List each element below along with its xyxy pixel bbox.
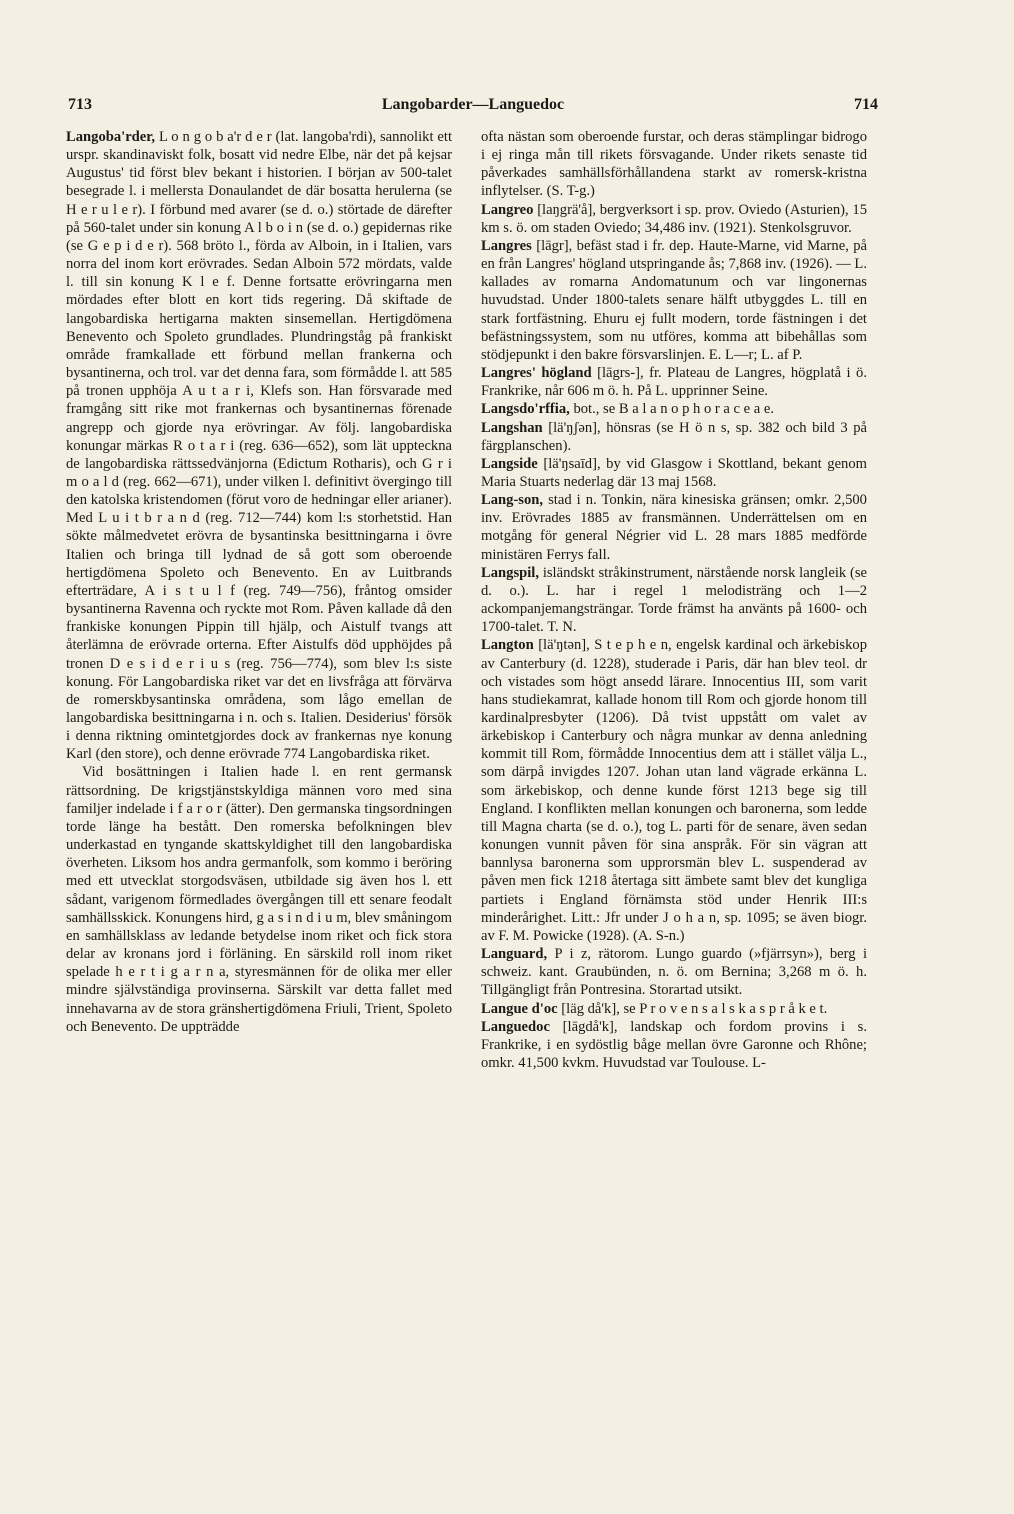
entry-body: P i z, rätorom. Lungo guardo (»fjärrsyn»), berg i schweiz. kant. Graubünden, n. ö. om Bernina; 3,268 m ö. h. Tillgängligt från Pontresina. Storartad utsikt. <box>481 946 867 999</box>
entry-body: [lāgr], befäst stad i fr. dep. Haute-Marne, vid Marne, på en från Langres' högland utspringande ås; 7,868 inv. (1926). — L. kallades av romarna Andomatunum och var lingonernas huvudstad. Under 1800-talets senare hälft utbyggdes L. till en stark fortfästning. Ehuru ej fullt modern, torde fästningen i det befästningssystem, som nu utföres, komma att bibehållas som stödjepunkt i den bakre försvarslinjen. E. L—r; L. af P. <box>481 237 867 363</box>
page-number-left: 713 <box>68 96 92 113</box>
entry-head: Langoba'rder, <box>66 129 156 145</box>
entry-head: Langshan <box>481 419 543 436</box>
entry-head: Langside <box>481 455 538 472</box>
entry-head: Langton <box>481 637 534 654</box>
page-number-right: 714 <box>854 96 878 113</box>
entry-head: Lang-son, <box>481 492 544 509</box>
entry-langreo <box>481 201 867 237</box>
entry-head: Languedoc <box>481 1018 550 1035</box>
entry-languedoc <box>481 1018 867 1072</box>
entry-head: Langsdo'rffia, <box>481 401 570 418</box>
running-title: Langobarder—Languedoc <box>381 96 565 113</box>
entry-body: [lāgdå'k], landskap och fordom provins i s. Frankrike, i en sydöstlig båge mellan övre Garonne och Rhône; omkr. 41,500 kvkm. Huvudstad var Toulouse. L- <box>481 1018 867 1071</box>
entry-head: Langspil, <box>481 564 539 581</box>
entry-langton <box>481 636 867 945</box>
right-column <box>481 128 867 1072</box>
paragraph: Vid bosättningen i Italien hade l. en rent germansk rättsordning. De krigstjänstskyldiga männen voro med sina familjer indelade i f a r o r (ätter). Den germanska tingsordningen torde länge ha bestått. Den romerska befolkningen blev underkastad en tyngande skattskyldighet till den langobardiska överheten. Liksom hos andra germanfolk, som kommo i beröring med ett utvecklat storgodsväsen, utbildade sig även hos l. ett sådant, varigenom förmedlades övergången till ett senare feodalt samhällsskick. Konungens hird, g a s i n d i u m, blev småningom en samhällsklass av ledande betydelse inom riket och fick stora delar av kronans jord i förläning. En särskild roll inom riket spelade h e r t i g a r n a, styresmännen för de olika mer eller mindre självständiga provinserna. Särskilt var detta fallet med innehavarna av de stora gränshertigdömena Friuli, Trient, Spoleto och Benevento. De uppträdde <box>66 764 452 1035</box>
continuation-paragraph: ofta nästan som oberoende furstar, och deras stämplingar bidrogo i ej ringa mån till rikets försvagande. Under rikets senaste tid påverkades samhällsförhållandena starkt av romersk-kristna inflytelser. (S. T-g.) <box>481 129 867 200</box>
entry-lang-son <box>481 491 867 564</box>
entry-body: bot., se B a l a n o p h o r a c e a e. <box>573 401 775 418</box>
entry-body: isländskt stråkinstrument, närstående norsk langleik (se d. o.). L. har i regel 1 melodisträng och 1—2 ackompanjemangsträngar. Torde främst ha använts på 1600- och 1700-talet. T. N. <box>481 564 868 636</box>
entry-head: Langres' högland <box>481 365 592 382</box>
entry-langshan <box>481 419 867 455</box>
entry-body: [laŋgrä'å], bergverksort i sp. prov. Oviedo (Asturien), 15 km s. ö. om staden Oviedo; 34,486 inv. (1921). Stenkolsgruvor. <box>481 201 868 236</box>
entry-langspil <box>481 564 867 637</box>
entry-body: [lāgrs-], fr. Plateau de Langres, högplatå i ö. Frankrike, når 606 m ö. h. På L. upprinner Seine. <box>481 365 867 400</box>
entry-head: Langue d'oc <box>481 1000 558 1017</box>
entry-body: [lä'ŋsaīd], by vid Glasgow i Skottland, bekant genom Maria Stuarts nederlag där 13 maj 1568. <box>481 455 867 490</box>
entry-body: [lä'ŋtən], S t e p h e n, engelsk kardinal och ärkebiskop av Canterbury (d. 1228), studerade i Paris, där han blev teol. dr och vistades som högt ansedd lärare. Innocentius III, som varit hans studiekamrat, kallade honom till Rom och gjorde honom till kardinalpresbyter (1206). Då tvist uppstått om valet av ärkebiskop i Canterbury och några munkar av denna anledning kommit till Rom, förmådde Innocentius dem att i stället välja L., som därpå invigdes 1207. Johan utan land vägrade erkänna L. som ärkebiskop, och denne kunde först 1213 bege sig till England. I konflikten mellan konungen och baronerna, som ledde till Magna charta (se d. o.), tog L. parti för de senare, även sedan konungen vunnit påven för sina anspråk. För sin vägran att bannlysa baronerna som upprorsmän blev L. suspenderad av påven men fick 1218 återtaga sitt ämbete samt blev det kungliga partiets i England förnämsta stöd under Henrik III:s minderårighet. Litt.: Jfr under J o h a n, sp. 1095; se även biogr. av F. M. Powicke (1928). (A. S-n.) <box>481 637 867 944</box>
entry-langsdorffia <box>481 400 867 418</box>
entry-head: Langreo <box>481 201 534 218</box>
entry-body: [läg då'k], se P r o v e n s a l s k a s p r å k e t. <box>561 1000 828 1017</box>
entry-langobarder <box>66 128 452 763</box>
entry-body: [lä'ŋʃən], hönsras (se H ö n s, sp. 382 och bild 3 på färgplanschen). <box>481 419 868 454</box>
entry-head: Langres <box>481 237 532 254</box>
entry-head: Languard, <box>481 946 548 963</box>
entry-body: L o n g o b a'r d e r (lat. langoba'rdi), sannolikt ett urspr. skandinaviskt folk, bosatt vid nedre Elbe, när det på kejsar Augustus' tid först blev bekant i historien. I början av 500-talet besegrade l. i mellersta Donaulandet de där bosatta herulerna (se H e r u l e r). I förbund med avarer (se d. o.) störtade de därefter på 560-talet under sin konung A l b o i n (se d. o.) gepidernas rike (se G e p i d e r). 568 bröto l., förda av Alboin, in i Italien, vars norra del inom kort erövrades. Sedan Alboin 572 mördats, valde l. till sin konung K l e f. Denne fortsatte erövringarna men mördades efter blott en kort tids regering. Då skiftade de langobardiska hertigarna makten sinsemellan. Hertigdömena Benevento och Spoleto grundlades. Plundringståg på frankiskt område framkallade ett förbund mellan frankerna och bysantinerna, och trol. var det denna fara, som förmådde l. att 585 på tronen upphöja A u t a r i, Klefs son. Han försvarade med framgång sitt rike mot frankernas och bysantinernas förenade angrepp och gjorde nya erövringar. Av följ. langobardiska konungar märkas R o t a r i (reg. 636—652), som lät uppteckna de langobardiska rättssedvänjorna (Edictum Rotharis), och G r i m o a l d (reg. 662—671), under vilken l. definitivt övergingo till den katolska kristendomen (förut voro de hedningar eller arianer). Med L u i t b r a n d (reg. 712—744) kom l:s storhetstid. Han sökte målmedvetet erövra de bysantinska besittningarna i övre Italien och bringa till lydnad de så gott som oberoende hertigdömena Spoleto och Benevento. En av Luitbrands efterträdare, A i s t u l f (reg. 749—756), fråntog omsider bysantinerna Ravenna och ryckte mot Rom. Påven kallade då den frankiske konungen Pippin till hjälp, och Aistulf tvangs att återlämna de erövrade orterna. Efter Aistulfs död upphöjdes på tronen D e s i d e r i u s (reg. 756—774), som blev l:s siste konung. För Langobardiska riket var det en livsfråga att förvärva de romerskbysantinska områdena, som lågo emellan de langobardiska besittningarna i n. och s. Italien. Desiderius' försök i denna riktning omintetgjordes dock av frankernas nye konung Karl (den store), och denne erövrade 774 Langobardiska riket. <box>66 129 453 763</box>
entry-langside <box>481 455 867 491</box>
entry-langres <box>481 237 867 364</box>
entry-languard <box>481 945 867 999</box>
left-column <box>66 128 452 1036</box>
running-header <box>68 96 878 114</box>
entry-langres-hogland <box>481 364 867 400</box>
entry-body: stad i n. Tonkin, nära kinesiska gränsen; omkr. 2,500 inv. Erövrades 1885 av fransmännen. Underrättelsen om en motgång för general Négrier vid L. 28 mars 1885 medförde ministären Ferrys fall. <box>481 492 867 563</box>
entry-langue-doc <box>481 1000 867 1018</box>
